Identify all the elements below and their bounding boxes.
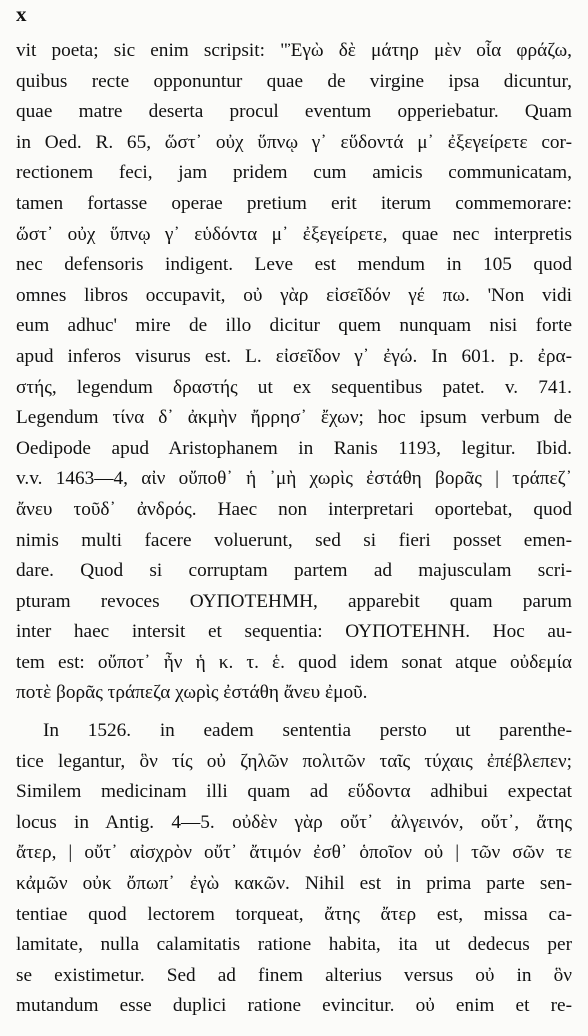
text-line: apud inferos visurus est. L. εἰσεῖδον γ᾽ ἐγώ. In 601. p. ἐρα-: [16, 345, 572, 367]
text-line: Similem medicinam illi quam ad εὕδοντα adhibui expectat: [16, 781, 572, 803]
page-number: x: [16, 2, 28, 26]
text-line: nec defensoris indigent. Leve est mendum in 105 quod: [16, 254, 572, 276]
text-line: rectionem feci, jam pridem cum amicis communicatam,: [16, 162, 572, 184]
text-line: lamitate, nulla calamitatis ratione habita, ita ut dedecus per: [16, 934, 572, 956]
text-line: tamen fortasse operae pretium erit iterum commemorare:: [16, 192, 572, 214]
text-line: στής, legendum δραστής ut ex sequentibus patet. v. 741.: [16, 376, 572, 398]
text-line: se existimetur. Sed ad finem alterius versus οὐ in ὃν: [16, 964, 572, 986]
text-line: pturam revoces ΟΥΠΟΤΕΗΜΗ, apparebit quam parum: [16, 590, 572, 612]
text-line: locus in Antig. 4—5. οὐδὲν γὰρ οὔτ᾽ ἀλγεινόν, οὔτ᾽, ἄτης: [16, 811, 572, 833]
text-line: In 1526. in eadem sententia persto ut parenthe-: [43, 720, 572, 742]
text-line: ὥστ᾽ οὐχ ὕπνῳ γ᾽ εὑδόντα μ᾽ ἐξεγείρετε, quae nec interpretis: [16, 223, 572, 245]
text-line: Legendum τίνα δ᾽ ἀκμὴν ἤρρησ᾽ ἔχων; hoc ipsum verbum de: [16, 407, 572, 429]
text-line: κἀμῶν οὐκ ὄπωπ᾽ ἐγὼ κακῶν. Nihil est in prima parte sen-: [16, 873, 572, 895]
text-line: ποτὲ βορᾶς τράπεζα χωρὶς ἐστάθη ἄνευ ἐμοῦ.: [16, 682, 368, 704]
text-line: vit poeta; sic enim scripsit: "Ἐγὼ δὲ μάτηρ μὲν οἷα φράζω,: [16, 40, 572, 61]
text-line: eum adhuc' mire de illo dicitur quem nunquam nisi forte: [16, 315, 572, 337]
text-line: quae matre deserta procul eventum opperiebatur. Quam: [16, 101, 572, 123]
text-line: Oedipode apud Aristophanem in Ranis 1193, legitur. Ibid.: [16, 437, 572, 459]
text-line: tem est: οὔποτ᾽ ἦν ἡ κ. τ. ἑ. quod idem sonat atque οὐδεμία: [16, 651, 572, 673]
text-line: quibus recte opponuntur quae de virgine ipsa dicuntur,: [16, 70, 572, 92]
body-text: [16, 36, 572, 1022]
text-line: tice legantur, ὃν τίς οὐ ζηλῶν πολιτῶν ταῖς τύχαις ἐπέβλεπεν;: [16, 750, 572, 772]
text-line: nimis multi facere voluerunt, sed si fieri posset emen-: [16, 529, 572, 551]
text-line: tentiae quod lectorem torqueat, ἄτης ἄτερ est, missa ca-: [16, 903, 572, 925]
text-line: in Oed. R. 65, ὥστ᾽ οὐχ ὕπνῳ γ᾽ εὕδοντά μ᾽ ἐξεγείρετε cor-: [16, 131, 572, 153]
text-line: omnes libros occupavit, οὐ γὰρ εἰσεῖδόν γέ πω. 'Non vidi: [16, 284, 572, 306]
text-line: mutandum esse duplici ratione evincitur. οὐ enim et re-: [16, 995, 572, 1017]
paragraph-1: [16, 36, 572, 709]
text-line: ἄτερ, | οὔτ᾽ αἰσχρὸν οὔτ᾽ ἄτιμόν ἐσθ᾽ ὁποῖον οὐ | τῶν σῶν τε: [16, 842, 572, 864]
text-line: ἄνευ τοῦδ᾽ ἀνδρός. Haec non interpretari oportebat, quod: [16, 498, 572, 520]
text-line: dare. Quod si corruptam partem ad majusculam scri-: [16, 560, 572, 582]
text-line: inter haec intersit et sequentia: ΟΥΠΟΤΕΗΝΗ. Hoc au-: [16, 621, 572, 643]
text-line: v.v. 1463—4, αἰν οὔποθ᾽ ἡ ᾽μὴ χωρὶς ἐστάθη βορᾶς | τράπεζ᾽: [16, 468, 572, 490]
paragraph-2: [16, 716, 572, 1022]
